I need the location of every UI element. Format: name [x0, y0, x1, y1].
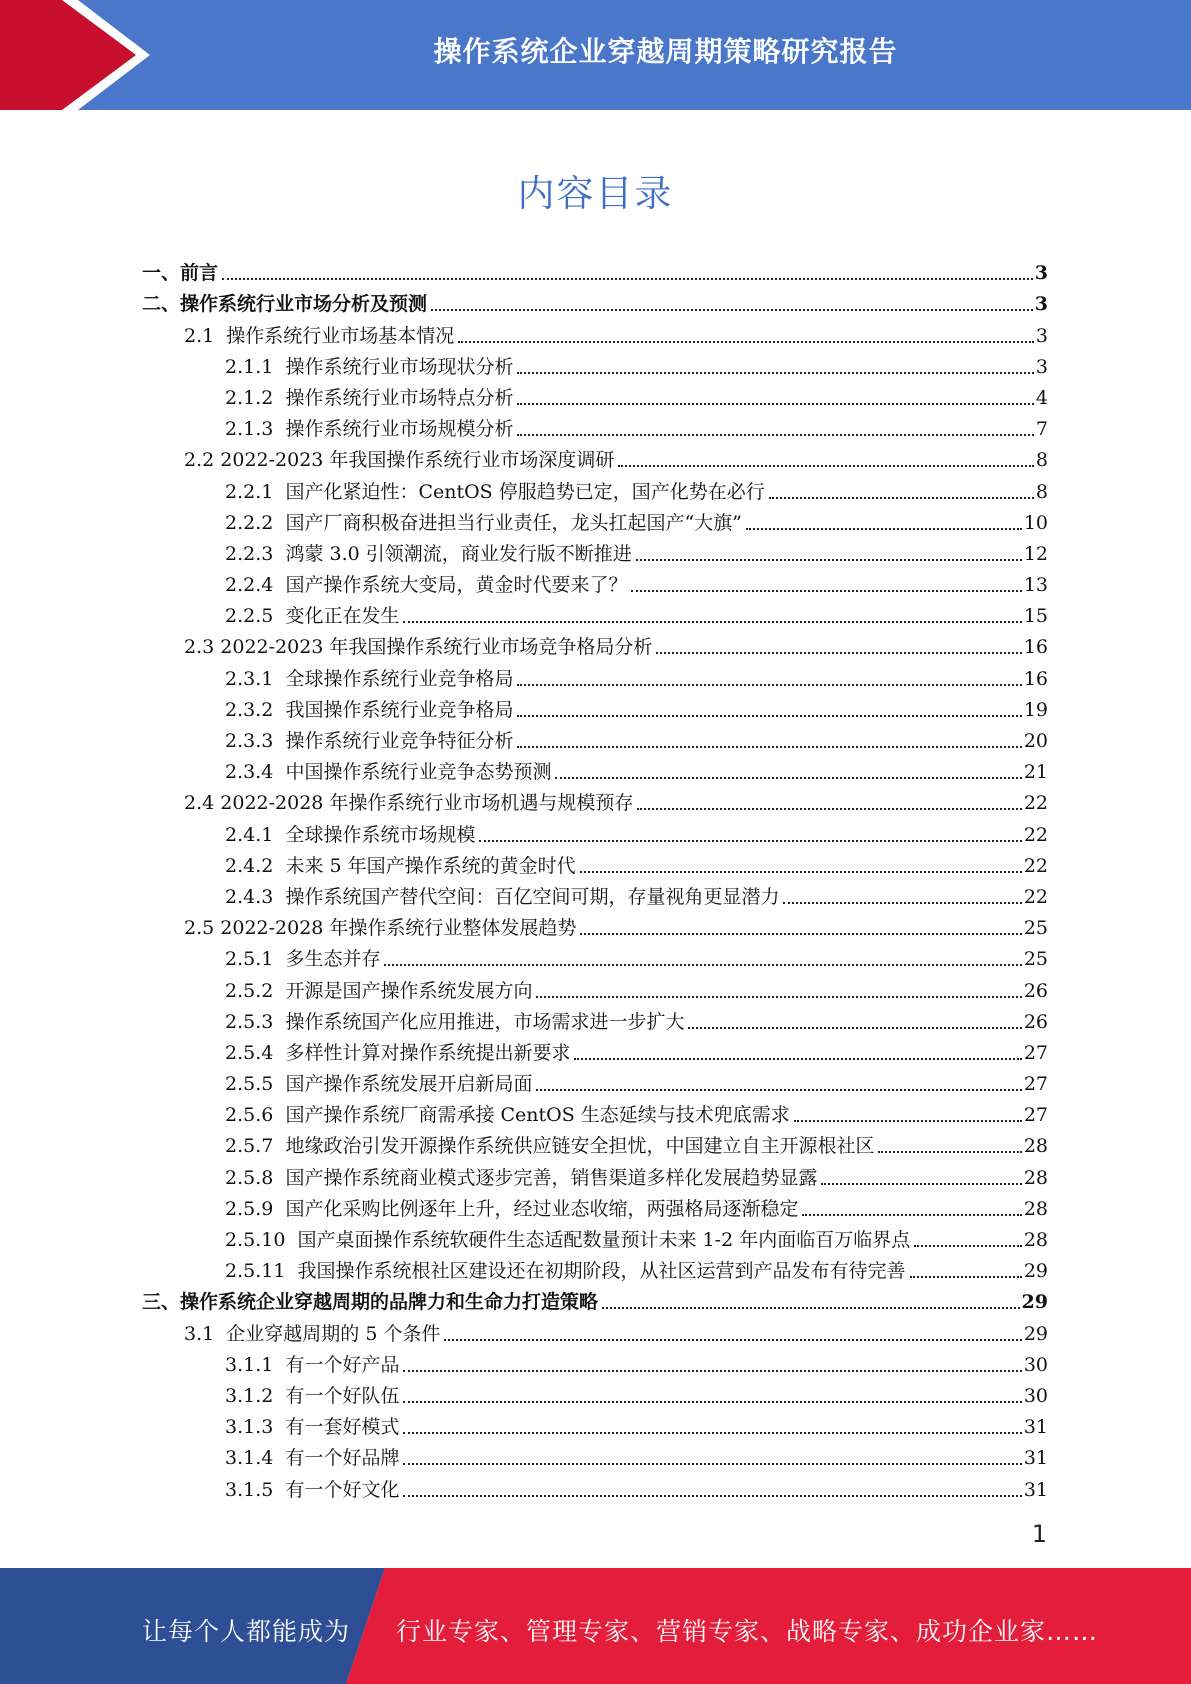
toc-dot-leader — [517, 684, 1021, 686]
toc-entry-number: 2.5 — [184, 917, 221, 940]
toc-entry[interactable] — [142, 1252, 1048, 1283]
toc-entry-title: 国产操作系统商业模式逐步完善，销售渠道多样化发展趋势显露 — [285, 1166, 818, 1189]
toc-entry-title: 有一个好文化 — [285, 1478, 400, 1501]
toc-entry-page: 30 — [1023, 1353, 1048, 1376]
toc-entry-title: 2022-2023 年我国操作系统行业市场深度调研 — [220, 449, 615, 472]
toc-entry-page: 12 — [1023, 542, 1048, 565]
toc-entry-title: 国产操作系统厂商需承接 CentOS 生态延续与技术兜底需求 — [285, 1104, 790, 1127]
toc-dot-leader — [783, 902, 1021, 904]
footer-slogan-right: 行业专家、管理专家、营销专家、战略专家、成功企业家…… — [396, 1617, 1099, 1646]
footer-slogan-left: 让每个人都能成为 — [142, 1617, 351, 1646]
toc-entry-number: 2.1 — [184, 324, 227, 347]
toc-entry-number: 2.5.9 — [225, 1197, 286, 1220]
toc-entry-title: 操作系统行业市场现状分析 — [285, 355, 514, 378]
toc-entry-title: 企业穿越周期的 5 个条件 — [226, 1322, 441, 1345]
toc-dot-leader — [536, 996, 1021, 998]
toc-entry-title: 有一套好模式 — [285, 1416, 400, 1439]
toc-entry-page: 3 — [1035, 355, 1048, 378]
toc-entry[interactable] — [142, 597, 1048, 628]
toc-entry[interactable] — [142, 504, 1048, 535]
toc-entry-number: 一、 — [142, 262, 181, 285]
toc-entry-title: 国产厂商积极奋进担当行业责任，龙头扛起国产“大旗” — [285, 511, 742, 534]
toc-dot-leader — [403, 1432, 1021, 1434]
toc-entry[interactable] — [142, 348, 1048, 379]
toc-entry-page: 27 — [1023, 1073, 1048, 1096]
toc-dot-leader — [631, 590, 1021, 592]
toc-entry-title: 国产操作系统大变局，黄金时代要来了？ — [285, 574, 628, 597]
toc-entry-page: 8 — [1035, 480, 1048, 503]
toc-dot-leader — [403, 1370, 1021, 1372]
toc-entry-title: 未来 5 年国产操作系统的黄金时代 — [285, 854, 576, 877]
toc-entry-number: 2.4.1 — [225, 823, 286, 846]
toc-entry[interactable] — [142, 691, 1048, 722]
toc-entry-page: 7 — [1035, 418, 1048, 441]
toc-entry-title: 国产操作系统发展开启新局面 — [285, 1073, 533, 1096]
toc-dot-leader — [479, 840, 1021, 842]
toc-entry-number: 2.1.2 — [225, 386, 286, 409]
toc-entry-number: 2.1.3 — [225, 418, 286, 441]
toc-entry-number: 2.5.2 — [225, 979, 286, 1002]
toc-dot-leader — [580, 871, 1022, 873]
toc-entry-title: 我国操作系统行业竞争格局 — [285, 698, 514, 721]
toc-entry[interactable] — [142, 971, 1048, 1002]
toc-entry[interactable] — [142, 1065, 1048, 1096]
toc-entry-number: 2.4 — [184, 792, 221, 815]
toc-entry-number: 三、 — [142, 1291, 181, 1314]
toc-dot-leader — [517, 746, 1021, 748]
toc-entry-title: 2022-2028 年操作系统行业市场机遇与规模预存 — [220, 792, 634, 815]
toc-entry-number: 3.1.2 — [225, 1384, 286, 1407]
toc-entry-page: 29 — [1023, 1260, 1048, 1283]
toc-entry-number: 2.5.6 — [225, 1104, 286, 1127]
toc-entry-title: 操作系统行业竞争特征分析 — [285, 730, 514, 752]
toc-entry-title: 多生态并存 — [285, 948, 381, 971]
toc-entry-page: 31 — [1023, 1478, 1048, 1501]
page-title: 内容目录 — [517, 172, 674, 215]
toc-entry-page: 19 — [1023, 698, 1048, 721]
toc-entry-title: 全球操作系统市场规模 — [285, 823, 476, 846]
toc-entry-page: 31 — [1023, 1447, 1048, 1470]
toc-entry[interactable] — [142, 1003, 1048, 1034]
toc-entry[interactable] — [142, 847, 1048, 878]
toc-entry-number: 2.2.5 — [225, 605, 286, 628]
toc-dot-leader — [802, 1214, 1021, 1216]
toc-entry-title: 有一个好品牌 — [285, 1447, 400, 1470]
toc-entry-number: 2.5.3 — [225, 1010, 286, 1033]
toc-entry-title: 有一个好队伍 — [285, 1384, 400, 1407]
toc-entry[interactable] — [142, 659, 1048, 690]
header-band — [0, 0, 1191, 110]
toc-dot-leader — [403, 1401, 1021, 1403]
toc-entry[interactable] — [142, 1408, 1048, 1439]
toc-entry[interactable] — [142, 878, 1048, 909]
toc-entry[interactable] — [142, 1034, 1048, 1065]
toc-entry-number: 2.5.5 — [225, 1073, 286, 1096]
toc-entry[interactable] — [142, 254, 1048, 285]
toc-dot-leader — [517, 434, 1033, 436]
toc-dot-leader — [580, 933, 1021, 935]
toc-entry[interactable] — [142, 753, 1048, 784]
toc-entry-page: 28 — [1023, 1135, 1048, 1158]
toc-dot-leader — [555, 777, 1021, 779]
toc-entry[interactable] — [142, 535, 1048, 566]
toc-entry-number: 3.1.1 — [225, 1353, 286, 1376]
toc-entry-page: 22 — [1023, 823, 1048, 846]
toc-entry[interactable] — [142, 316, 1048, 347]
toc-entry-page: 25 — [1023, 917, 1048, 940]
toc-entry-title: 操作系统行业市场特点分析 — [285, 386, 514, 409]
toc-dot-leader — [878, 1151, 1021, 1153]
toc-entry-number: 二、 — [142, 293, 181, 316]
toc-entry-title: 开源是国产操作系统发展方向 — [285, 979, 533, 1002]
toc-entry-page: 21 — [1023, 761, 1048, 784]
toc-entry-page: 16 — [1023, 667, 1048, 690]
toc-entry-page: 3 — [1034, 262, 1048, 285]
toc-entry-page: 8 — [1035, 449, 1048, 472]
toc-entry-page: 31 — [1023, 1416, 1048, 1439]
toc-entry-page: 26 — [1023, 979, 1048, 1002]
toc-dot-leader — [636, 559, 1022, 561]
toc-entry-page: 27 — [1023, 1104, 1048, 1127]
toc-dot-leader — [794, 1120, 1022, 1122]
toc-entry[interactable] — [142, 815, 1048, 846]
toc-entry[interactable] — [142, 285, 1048, 316]
toc-entry-number: 2.5.10 — [225, 1229, 298, 1251]
toc-dot-leader — [517, 715, 1021, 717]
toc-entry-number: 2.2.3 — [225, 542, 286, 565]
toc-entry[interactable] — [142, 628, 1048, 659]
toc-dot-leader — [517, 372, 1033, 374]
toc-entry-page: 20 — [1023, 730, 1048, 752]
toc-dot-leader — [910, 1276, 1022, 1278]
toc-entry[interactable] — [142, 722, 1048, 753]
toc-dot-leader — [517, 403, 1033, 405]
footer-band — [0, 1568, 1191, 1684]
toc-dot-leader — [536, 1089, 1021, 1091]
toc-entry-number: 2.4.2 — [225, 854, 286, 877]
toc-entry-number: 2.2 — [184, 449, 221, 472]
report-title: 操作系统企业穿越周期策略研究报告 — [433, 35, 898, 68]
toc-entry-title: 操作系统国产替代空间：百亿空间可期，存量视角更显潜力 — [285, 885, 780, 908]
toc-entry[interactable] — [142, 1127, 1048, 1158]
toc-entry[interactable] — [142, 1346, 1048, 1377]
toc-dot-leader — [458, 341, 1034, 343]
toc-dot-leader — [403, 621, 1021, 623]
toc-entry-page: 28 — [1023, 1229, 1048, 1251]
toc-entry-number: 2.5.1 — [225, 948, 286, 971]
toc-entry-title: 地缘政治引发开源操作系统供应链安全担忧，中国建立自主开源根社区 — [285, 1135, 875, 1158]
page-number: 1 — [1031, 1520, 1047, 1548]
toc-entry-number: 2.3.3 — [225, 730, 286, 752]
toc-entry-title: 我国操作系统根社区建设还在初期阶段，从社区运营到产品发布有待完善 — [297, 1260, 906, 1283]
toc-entry-page: 29 — [1023, 1322, 1048, 1345]
toc-dot-leader — [602, 1307, 1020, 1309]
toc-dot-leader — [914, 1245, 1022, 1247]
toc-entry-title: 2022-2023 年我国操作系统行业市场竞争格局分析 — [220, 636, 653, 659]
toc-dot-leader — [656, 652, 1021, 654]
toc-entry[interactable] — [142, 1439, 1048, 1470]
toc-entry-number: 3.1.3 — [225, 1416, 286, 1439]
toc-entry[interactable] — [142, 1283, 1048, 1314]
toc-dot-leader — [444, 1339, 1021, 1341]
toc-entry-title: 操作系统行业市场规模分析 — [285, 418, 514, 441]
toc-entry-title: 鸿蒙 3.0 引领潮流，商业发行版不断推进 — [285, 542, 632, 565]
toc-dot-leader — [769, 497, 1034, 499]
toc-entry-number: 2.2.2 — [225, 511, 286, 534]
toc-entry-page: 10 — [1023, 511, 1048, 534]
toc-entry-page: 29 — [1021, 1291, 1048, 1314]
toc-entry-page: 25 — [1023, 948, 1048, 971]
toc-entry-title: 国产化紧迫性：CentOS 停服趋势已定，国产化势在必行 — [285, 480, 765, 503]
toc-entry-page: 30 — [1023, 1384, 1048, 1407]
toc-entry-number: 2.5.4 — [225, 1041, 286, 1064]
toc-entry[interactable] — [142, 566, 1048, 597]
toc-entry-page: 28 — [1023, 1197, 1048, 1220]
toc-dot-leader — [618, 465, 1033, 467]
toc-entry[interactable] — [142, 1190, 1048, 1221]
toc-entry[interactable] — [142, 410, 1048, 441]
toc-entry-page: 27 — [1023, 1041, 1048, 1064]
toc-dot-leader — [384, 964, 1021, 966]
toc-entry-page: 16 — [1023, 636, 1048, 659]
toc-entry-title: 国产桌面操作系统软硬件生态适配数量预计未来 1-2 年内面临百万临界点 — [297, 1229, 911, 1251]
toc-entry-page: 22 — [1023, 885, 1048, 908]
toc-entry-page: 3 — [1034, 293, 1048, 316]
toc-entry-number: 2.2.1 — [225, 480, 286, 503]
toc-entry-title: 操作系统企业穿越周期的品牌力和生命力打造策略 — [180, 1291, 599, 1314]
toc-entry-title: 多样性计算对操作系统提出新要求 — [285, 1041, 571, 1064]
toc-dot-leader — [403, 1463, 1021, 1465]
toc-entry-title: 操作系统行业市场基本情况 — [226, 324, 455, 347]
toc-entry-page: 3 — [1035, 324, 1048, 347]
toc-entry-title: 操作系统行业市场分析及预测 — [180, 293, 428, 316]
toc-entry[interactable] — [142, 1096, 1048, 1127]
toc-entry[interactable] — [142, 1377, 1048, 1408]
toc-entry-title: 操作系统国产化应用推进，市场需求进一步扩大 — [285, 1010, 685, 1033]
toc-entry-number: 3.1.4 — [225, 1447, 286, 1470]
toc-dot-leader — [222, 278, 1033, 280]
toc-dot-leader — [746, 528, 1022, 530]
toc-entry[interactable] — [142, 472, 1048, 503]
toc-entry[interactable] — [142, 1314, 1048, 1345]
toc-dot-leader — [574, 1058, 1021, 1060]
toc-dot-leader — [688, 1027, 1021, 1029]
toc-dot-leader — [403, 1495, 1021, 1497]
toc-entry-number: 3.1 — [184, 1322, 227, 1345]
toc-entry[interactable] — [142, 379, 1048, 410]
toc-entry-title: 2022-2028 年操作系统行业整体发展趋势 — [220, 917, 577, 940]
toc-entry-title: 国产化采购比例逐年上升，经过业态收缩，两强格局逐渐稳定 — [285, 1197, 799, 1220]
toc-entry-title: 变化正在发生 — [285, 605, 400, 628]
table-of-contents — [142, 254, 1048, 1502]
toc-entry-number: 2.3 — [184, 636, 221, 659]
toc-entry-title: 前言 — [180, 262, 219, 285]
toc-entry-number: 2.4.3 — [225, 885, 286, 908]
toc-entry-number: 2.2.4 — [225, 574, 286, 597]
toc-entry-page: 15 — [1023, 605, 1048, 628]
toc-entry-number: 2.3.2 — [225, 698, 286, 721]
toc-entry-page: 22 — [1023, 854, 1048, 877]
toc-dot-leader — [821, 1183, 1021, 1185]
toc-entry[interactable] — [142, 909, 1048, 940]
toc-entry-title: 中国操作系统行业竞争态势预测 — [285, 761, 552, 784]
toc-entry-number: 2.5.11 — [225, 1260, 298, 1283]
toc-entry-page: 26 — [1023, 1010, 1048, 1033]
toc-entry-number: 2.1.1 — [225, 355, 286, 378]
toc-dot-leader — [637, 808, 1021, 810]
toc-entry[interactable] — [142, 940, 1048, 971]
toc-entry-number: 3.1.5 — [225, 1478, 286, 1501]
toc-entry-page: 13 — [1023, 574, 1048, 597]
toc-entry[interactable] — [142, 441, 1048, 472]
toc-entry-page: 22 — [1023, 792, 1048, 815]
toc-entry[interactable] — [142, 1158, 1048, 1189]
toc-entry-page: 28 — [1023, 1166, 1048, 1189]
toc-entry[interactable] — [142, 784, 1048, 815]
toc-entry-number: 2.5.8 — [225, 1166, 286, 1189]
toc-entry-page: 4 — [1035, 386, 1048, 409]
toc-entry-number: 2.3.4 — [225, 761, 286, 784]
toc-dot-leader — [431, 309, 1033, 311]
toc-entry-number: 2.5.7 — [225, 1135, 286, 1158]
toc-entry-number: 2.3.1 — [225, 667, 286, 690]
toc-entry[interactable] — [142, 1221, 1048, 1252]
toc-entry[interactable] — [142, 1470, 1048, 1501]
toc-entry-title: 有一个好产品 — [285, 1353, 400, 1376]
toc-entry-title: 全球操作系统行业竞争格局 — [285, 667, 514, 690]
